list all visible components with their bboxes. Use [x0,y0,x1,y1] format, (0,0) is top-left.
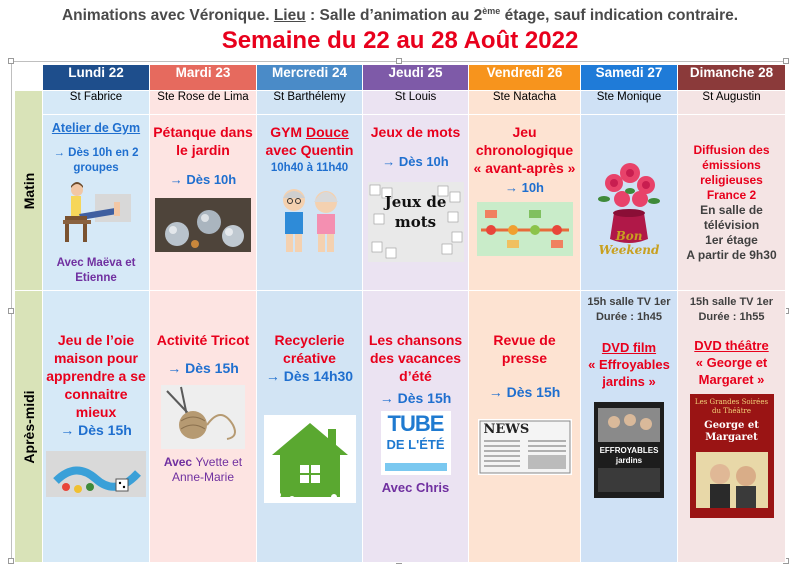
aprem-tue-cell [150,291,257,563]
day-header-tue: Mardi 23 [150,65,257,91]
row-label-matin: Matin [15,91,43,291]
aprem-thu-time: → Dès 15h [379,390,452,406]
tricot-image [161,385,245,449]
jeu-de-l-oie-image [46,451,146,497]
matin-mon-activity: Atelier de Gym [51,121,141,135]
aprem-sat-film: « Effroyables jardins » [588,357,670,389]
matin-tue-activity: Pétanque dans le jardin [153,124,253,158]
gym-image [57,180,135,250]
aprem-sun-film: « George et Margaret » [695,355,768,387]
tube-img-line2: DE L'ÉTÉ [386,437,445,452]
matin-sun-line3: 1er étage [705,233,758,247]
bon-weekend-image [584,143,674,263]
day-header-mon: Lundi 22 [43,65,150,91]
aprem-sun-info2: Durée : 1h55 [698,311,765,323]
matin-sun-line1: Diffusion des émissions religieuses France 2 [693,143,770,202]
schedule-table [14,64,786,563]
matin-fri-time: → 10h [504,180,544,195]
saint-thu: St Louis [363,91,469,115]
aprem-tue-activity: Activité Tricot [156,332,250,348]
matin-sun-line4: A partir de 9h30 [686,248,777,262]
aprem-sat-info1: 15h salle TV 1er [587,296,671,308]
tube-de-l-ete-image [381,411,451,475]
saint-fri: Ste Natacha [469,91,581,115]
matin-sun-cell [678,115,786,291]
petanque-image [155,198,251,252]
aprem-sat-label: DVD film [601,340,657,355]
george-et-margaret-poster [690,394,774,518]
aprem-sat-info2: Durée : 1h45 [595,311,663,323]
newspaper-image [478,419,572,475]
aprem-sun-label: DVD théâtre [694,338,769,353]
newspaper-img-text: NEWS [483,422,530,437]
effroyables-img-text: EFFROYABLES jardins [599,446,659,465]
day-header-fri: Vendredi 26 [469,65,581,91]
aprem-mon-time: → Dès 15h [60,422,132,438]
matin-sun-line2: En salle de télévision [700,203,763,232]
poster-img-line2: George et Margaret [704,420,759,443]
corner-cell [15,65,43,91]
aprem-thu-with: Avec Chris [381,480,450,495]
aprem-wed-activity: Recyclerie créative [274,332,345,366]
aprem-tue-time: → Dès 15h [167,360,239,376]
row-label-apres-midi: Après-midi [15,291,43,563]
aprem-thu-activity: Les chansons des vacances d’été [368,332,463,384]
saint-wed: St Barthélemy [257,91,363,115]
aprem-wed-cell [257,291,363,563]
tube-img-wave [385,463,447,471]
recyclerie-image [264,415,356,503]
aprem-sat-cell [581,291,678,563]
day-header-thu: Jeudi 25 [363,65,469,91]
matin-tue-cell [150,115,257,291]
matin-wed-time: 10h40 à 11h40 [270,162,349,174]
aprem-wed-time: → Dès 14h30 [265,368,354,384]
tube-img-line1: TUBE [387,411,444,436]
gym-douce-image [270,184,350,256]
saint-sat: Ste Monique [581,91,678,115]
jeux-de-mots-img-text: Jeux de mots [384,193,447,231]
aprem-mon-activity: Jeu de l’oie maison pour apprendre a se connaitre mieux [46,332,146,420]
poster-img-line1: Les Grandes Soirées du Théâtre [694,398,769,415]
jeux-de-mots-image [368,182,464,262]
matin-mon-time: → Dès 10h en 2 groupes [53,147,139,174]
aprem-sun-info1: 15h salle TV 1er [689,296,774,308]
day-header-sun: Dimanche 28 [678,65,786,91]
saint-tue: Ste Rose de Lima [150,91,257,115]
bon-weekend-img-text: Bon Weekend [598,229,660,257]
matin-thu-time: → Dès 10h [382,154,449,169]
matin-mon-with: Avec Maëva et Etienne [56,257,136,284]
aprem-fri-time: → Dès 15h [488,384,561,400]
aprem-fri-activity: Revue de presse [493,332,556,366]
matin-wed-cell [257,115,363,291]
aprem-thu-cell [363,291,469,563]
saint-sun: St Augustin [678,91,786,115]
day-header-wed: Mercredi 24 [257,65,363,91]
aprem-fri-cell [469,291,581,563]
matin-fri-cell [469,115,581,291]
matin-wed-activity: GYM Douce avec Quentin [265,124,354,158]
aprem-sun-cell [678,291,786,563]
saint-mon: St Fabrice [43,91,150,115]
week-title: Semaine du 22 au 28 Août 2022 [221,27,579,54]
matin-fri-activity: Jeu chronologique « avant-après » [473,124,576,176]
location-line: Animations avec Véronique. Lieu : Salle d’animation au 2ème étage, sauf indication contraire. [61,6,739,24]
matin-tue-time: → Dès 10h [169,172,237,187]
matin-mon-cell [43,115,150,291]
matin-thu-cell [363,115,469,291]
day-header-sat: Samedi 27 [581,65,678,91]
timeline-image [477,202,573,256]
matin-sat-cell [581,115,678,291]
effroyables-jardins-poster [594,402,664,498]
aprem-mon-cell [43,291,150,563]
matin-thu-activity: Jeux de mots [370,124,461,140]
aprem-tue-with: Avec Yvette et Anne-Marie [163,455,243,484]
